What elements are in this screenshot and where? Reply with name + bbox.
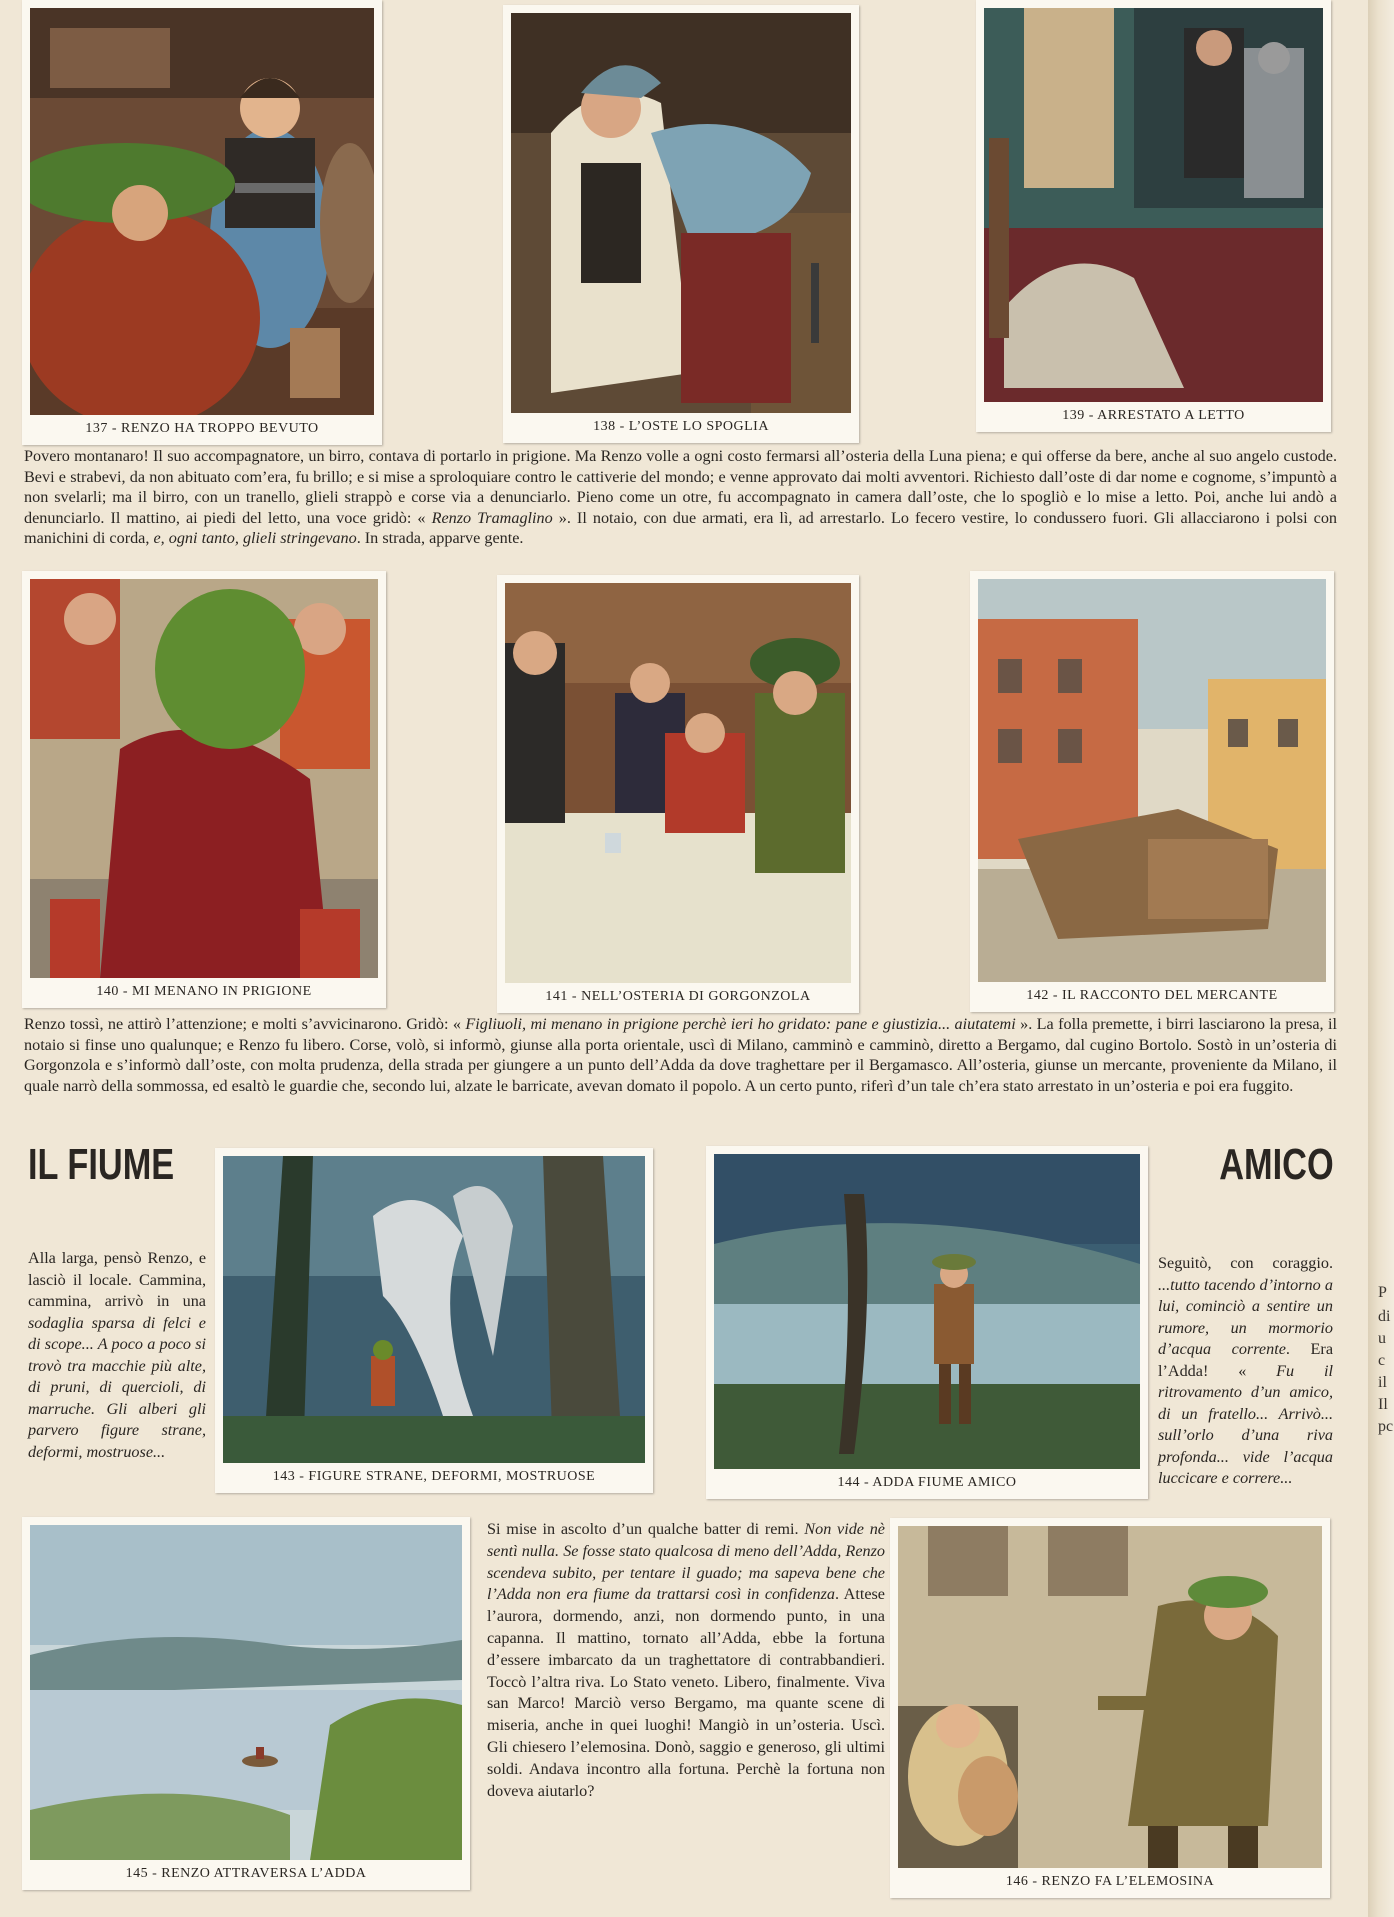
- text-run-italic: Renzo Tramaglino: [431, 508, 553, 527]
- section-heading-right: AMICO: [1219, 1140, 1334, 1189]
- card-146: [890, 1518, 1330, 1898]
- paragraph-1: [24, 446, 1337, 549]
- illustration-crossing-adda: [30, 1525, 462, 1860]
- text-run: ». Il notaio, con due armati, era lì, ad arrestarlo. Lo fecero vestire, lo condussero fuori. Gli allacciarono i polsi con manichini di corda,: [24, 508, 1338, 547]
- card-138: [503, 5, 859, 443]
- illustration-gives-alms: [898, 1526, 1322, 1868]
- card-139: [976, 0, 1331, 432]
- text-run-italic: ...tutto tacendo d’intorno a lui, cominciò a sentire un rumore, un mormorio d’acqua corrente: [1158, 1275, 1333, 1358]
- card-caption: 137 - RENZO HA TROPPO BEVUTO: [85, 421, 319, 436]
- text-run: Renzo tossì, ne attirò l’attenzione; e molti s’avvicinarono. Gridò: «: [24, 1015, 466, 1033]
- next-page-edge: [1368, 0, 1394, 1917]
- card-caption: 141 - NELL’OSTERIA DI GORGONZOLA: [545, 989, 811, 1004]
- card-caption: 138 - L’OSTE LO SPOGLIA: [593, 419, 769, 434]
- card-137: [22, 0, 382, 445]
- card-caption: 142 - IL RACCONTO DEL MERCANTE: [1026, 988, 1278, 1003]
- text-run: . Attese l’aurora, dormendo, anzi, non dormendo punto, in una capanna. Il mattino, tornato all’Adda, ebbe la fortuna d’essere imbarcato da un traghettatore di contrabbandieri. Toccò l’altra riva. Lo Stato veneto. Libero, finalmente. Viva san Marco! Marciò verso Bergamo, ma quante scene di miseria, anche in quei luoghi! Mangiò in un’osteria. Uscì. Gli chiesero l’elemosina. Donò, saggio e generoso, gli ultimi soldi. Andava incontro alla fortuna. Perchè la fortuna non doveva aiutarlo?: [487, 1585, 885, 1800]
- card-caption: 144 - ADDA FIUME AMICO: [837, 1475, 1017, 1490]
- card-145: [22, 1517, 470, 1890]
- edge-fragment: c: [1378, 1352, 1386, 1369]
- edge-fragment: Il: [1378, 1396, 1388, 1413]
- paragraph-5: [487, 1519, 885, 1802]
- paragraph-4: [1158, 1253, 1333, 1490]
- text-run-italic: Non vide nè sentì nulla. Se fosse stato qualcosa di meno dell’Adda, Renzo scendeva subito, per tentare il guado; ma sapeva bene che l’Adda non era fiume da trattarsi così in confidenza: [487, 1520, 885, 1604]
- edge-fragment: di: [1378, 1308, 1391, 1325]
- card-142: [970, 571, 1334, 1012]
- illustration-merchant-story: [978, 579, 1326, 982]
- text-run-italic: Fu il ritrovamento d’un amico, di un fratello... Arrivò... sull’orlo d’una riva profonda... vide l’acqua luccicare e correre...: [1158, 1361, 1333, 1487]
- card-caption: 143 - FIGURE STRANE, DEFORMI, MOSTRUOSE: [272, 1469, 596, 1484]
- card-141: [497, 575, 859, 1013]
- illustration-arrested-in-bed: [984, 8, 1323, 402]
- illustration-adda-river: [714, 1154, 1140, 1469]
- illustration-renzo-drinking: [30, 8, 374, 415]
- paragraph-3: [28, 1248, 206, 1463]
- card-144: [706, 1146, 1148, 1499]
- card-140: [22, 571, 386, 1008]
- text-run-italic: e, ogni tanto, glieli stringevano: [153, 529, 357, 547]
- text-run: . Era l’Adda! «: [1158, 1340, 1334, 1380]
- edge-fragment: u: [1378, 1330, 1386, 1347]
- illustration-innkeeper-undresses: [511, 13, 851, 413]
- edge-fragment: P: [1378, 1284, 1387, 1301]
- illustration-strange-trees: [223, 1156, 645, 1463]
- card-143: [215, 1148, 653, 1493]
- text-run: Alla larga, pensò Renzo, e lasciò il locale. Cammina, cammina, arrivò in una: [28, 1249, 206, 1310]
- text-run: . In strada, apparve gente.: [356, 529, 524, 547]
- text-run: ». La folla premette, i birri lasciarono la presa, il notaio si finse uno qualunque; e Renzo fu libero. Corse, volò, si informò, giunse alla porta orientale, uscì di Milano, camminò e camminò, diretto a Bergamo, dal cugino Bortolo. Sostò in un’osteria di Gorgonzola e s’informò dall’oste, con molta prudenza, della strada per giungere a un punto dell’Adda da dove traghettare per il Bergamasco. All’osteria, giunse un mercante, proveniente da Milano, il quale narrò della sommossa, ed esaltò le guardie che, secondo lui, alzate le barricate, avevan domato il popolo. A un certo punto, riferì d’un tale ch’era stato arrestato in un’osteria e poi era fuggito.: [24, 1015, 1337, 1095]
- text-run-italic: Figliuoli, mi menano in prigione perchè ieri ho gridato: pane e giustizia... aiutatemi: [465, 1015, 1016, 1033]
- card-caption: 139 - ARRESTATO A LETTO: [1062, 408, 1245, 423]
- card-caption: 146 - RENZO FA L’ELEMOSINA: [1005, 1874, 1215, 1889]
- edge-fragment: il: [1378, 1374, 1387, 1391]
- paragraph-2: [24, 1014, 1337, 1096]
- card-caption: 140 - MI MENANO IN PRIGIONE: [96, 984, 312, 999]
- section-heading-left: IL FIUME: [28, 1140, 175, 1189]
- illustration-osteria-gorgonzola: [505, 583, 851, 983]
- illustration-dragged-to-prison: [30, 579, 378, 978]
- card-caption: 145 - RENZO ATTRAVERSA L’ADDA: [125, 1866, 367, 1881]
- text-run: Povero montanaro! Il suo accompagnatore, un birro, contava di portarlo in prigione. Ma Renzo volle a ogni costo fermarsi all’osteria della Luna piena; e qui offerse da bere, anche al suo angelo custode. Bevi e strabevi, da non abituato com’era, fu brillo; e si mise a sproloquiare contro le cattiverie del mondo; e venne approvato dai molti avventori. Richiesto dall’oste di dar nome e cognome, s’impuntò a non svelarli; ma il birro, con un tranello, glieli strappò e corse via a denunciarlo. Pieno come un otre, fu accompagnato in camera dall’oste, che lo spogliò e lo mise a letto. Poi, anche lui andò a denunciarlo. Il mattino, ai piedi del letto, una voce gridò: «: [24, 447, 1337, 527]
- edge-fragment: pc: [1378, 1418, 1394, 1435]
- text-run-italic: sodaglia sparsa di felci e di scope... A poco a poco si trovò tra macchie più alte, di pruni, di quercioli, di marruche. Gli alberi gli parvero figure strane, deformi, mostruose...: [28, 1313, 206, 1461]
- text-run: Si mise in ascolto d’un qualche batter di remi.: [487, 1520, 805, 1538]
- text-run: Seguitò, con coraggio.: [1158, 1254, 1333, 1272]
